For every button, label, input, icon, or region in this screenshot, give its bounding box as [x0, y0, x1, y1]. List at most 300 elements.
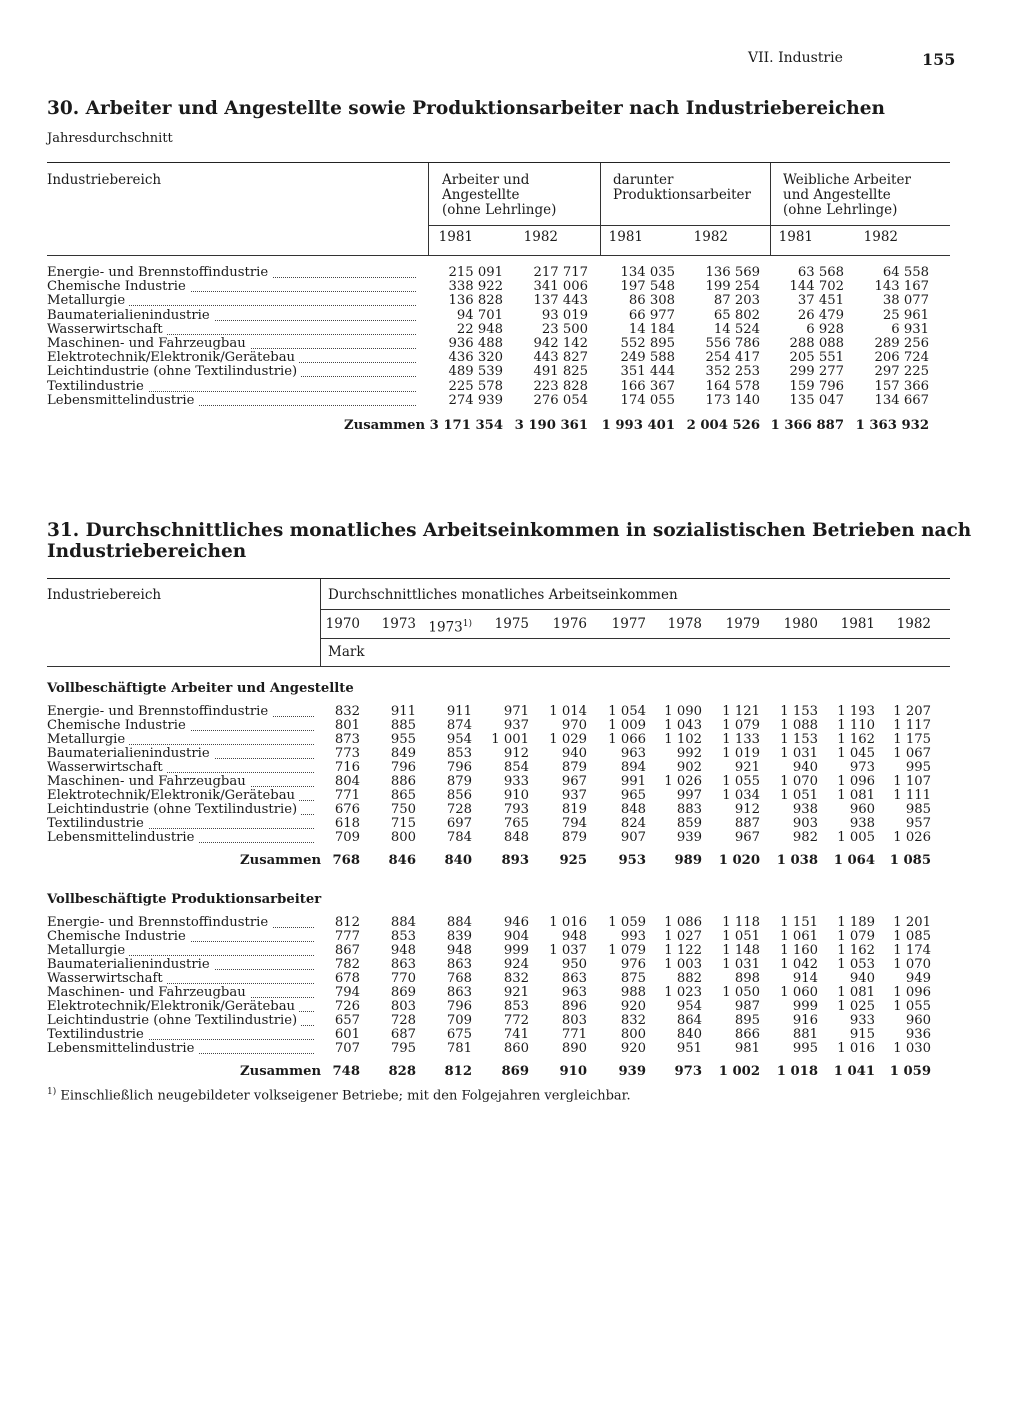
table31-cell: 939	[676, 830, 702, 845]
table31-cell: 940	[849, 971, 875, 986]
table31-cell: 1 042	[780, 957, 818, 972]
table31-footnote	[47, 1087, 631, 1103]
table31-cell: 920	[620, 999, 646, 1014]
table30-cell: 289 256	[874, 336, 929, 351]
table30-cell: 249 588	[620, 350, 675, 366]
table31-cell: 1 117	[893, 718, 931, 733]
table31-row-label: Baumaterialienindustrie	[47, 747, 214, 761]
table31-cell: 1 051	[780, 788, 818, 803]
table31-cell: 1 079	[837, 929, 875, 944]
table31-cell: 960	[849, 802, 875, 817]
table31-cell: 933	[849, 1013, 875, 1028]
table31-group-header: Durchschnittliches monatliches Arbeitseinkommen	[328, 587, 678, 603]
table31-cell: 1 016	[549, 915, 587, 930]
table31-cell: 1 027	[664, 929, 702, 944]
table31-cell: 860	[503, 1041, 529, 1056]
table31-cell: 728	[446, 802, 472, 817]
table30-cell: 86 308	[628, 293, 675, 309]
table31-year-text: 1979	[725, 616, 760, 632]
table31-total-cell: 1 018	[776, 1064, 818, 1079]
table31-cell: 995	[905, 760, 931, 775]
table31-cell: 950	[561, 957, 587, 972]
table31-year	[532, 617, 587, 632]
footnote-mark: 1)	[47, 1087, 57, 1097]
table31-cell: 1 030	[893, 1041, 931, 1056]
table31-cell: 910	[503, 788, 529, 803]
table31-unit: Mark	[328, 644, 365, 660]
table30-group-header-line: (ohne Lehrlinge)	[783, 202, 898, 218]
table31-cell: 912	[503, 746, 529, 761]
table31-cell: 921	[734, 760, 760, 775]
footnote-text: Einschließlich neugebildeter volkseigener Betriebe; mit den Folgejahren vergleichbar.	[60, 1088, 631, 1104]
table31-total-cell: 828	[388, 1064, 416, 1079]
table31-cell: 1 122	[664, 943, 702, 958]
table31-cell: 867	[334, 943, 360, 958]
table31-cell: 796	[446, 999, 472, 1014]
table31-cell: 973	[849, 760, 875, 775]
table31-cell: 873	[334, 732, 360, 747]
table31-cell: 1 070	[780, 774, 818, 789]
table31-cell: 840	[676, 1027, 702, 1042]
table31-cell: 937	[561, 788, 587, 803]
table31-total-cell: 846	[388, 853, 416, 868]
table31-cell: 1 079	[722, 718, 760, 733]
table31-cell: 1 031	[722, 957, 760, 972]
table31-row-label: Chemische Industrie	[47, 719, 190, 733]
table30-cell: 223 828	[533, 378, 588, 394]
table30-cell: 556 786	[705, 336, 760, 351]
table31-year-text: 1975	[494, 616, 529, 632]
table30-cell: 276 054	[533, 392, 588, 408]
table30-cell: 65 802	[713, 307, 760, 323]
table30-total-label: Zusammen	[344, 418, 426, 433]
table31-cell: 832	[334, 704, 360, 719]
table30-cell: 489 539	[448, 364, 503, 380]
table31-cell: 1 107	[893, 774, 931, 789]
table30-year: 1982	[863, 229, 898, 245]
table31-cell: 1 090	[664, 704, 702, 719]
table31-cell: 1 066	[608, 732, 646, 747]
table31-row-label: Textilindustrie	[47, 817, 148, 831]
table31-cell: 883	[676, 802, 702, 817]
table31-cell: 949	[905, 971, 931, 986]
table31-cell: 886	[390, 774, 416, 789]
table31-cell: 863	[446, 957, 472, 972]
table31-year-text: 1973	[381, 616, 416, 632]
table31-cell: 771	[561, 1027, 587, 1042]
table31-cell: 940	[792, 760, 818, 775]
table31-cell: 875	[620, 971, 646, 986]
table31-cell: 848	[503, 830, 529, 845]
table31-cell: 772	[503, 1013, 529, 1028]
table30-cell: 215 091	[448, 265, 503, 280]
table31-cell: 1 029	[549, 732, 587, 747]
table31-cell: 954	[446, 732, 472, 747]
table30-cell: 352 253	[705, 364, 760, 380]
table30-row-label: Baumaterialienindustrie	[47, 309, 214, 323]
table31-cell: 750	[390, 802, 416, 817]
table31-group-rule	[320, 609, 950, 610]
table30-cell: 436 320	[448, 350, 503, 366]
table31-year-rule	[320, 638, 950, 639]
table31-cell: 707	[334, 1041, 360, 1056]
table31-cell: 940	[561, 746, 587, 761]
table30-cell: 135 047	[789, 392, 844, 408]
table30-cell: 23 500	[541, 321, 588, 337]
table30-total-cell: 1 366 887	[770, 418, 844, 433]
table31-cell: 954	[676, 999, 702, 1014]
table31-cell: 916	[792, 1013, 818, 1028]
table31-cell: 1 118	[722, 915, 760, 930]
table31-total-cell: 840	[444, 853, 472, 868]
table31-cell: 1 023	[664, 985, 702, 1000]
table31-cell: 1 148	[722, 943, 760, 958]
table31-cell: 1 014	[549, 704, 587, 719]
table30-year: 1982	[523, 229, 558, 245]
table31-cell: 782	[334, 957, 360, 972]
table31-cell: 765	[503, 816, 529, 831]
table31-row-label: Wasserwirtschaft	[47, 761, 167, 775]
table31-cell: 882	[676, 971, 702, 986]
table30-cell: 166 367	[620, 378, 675, 394]
table30-cell: 93 019	[541, 307, 588, 323]
table31-cell: 1 085	[893, 929, 931, 944]
table31-cell: 907	[620, 830, 646, 845]
table31-cell: 839	[446, 929, 472, 944]
table31-cell: 865	[390, 788, 416, 803]
table31-cell: 1 088	[780, 718, 818, 733]
table31-total-label: Zusammen	[240, 1064, 322, 1079]
table31-cell: 726	[334, 999, 360, 1014]
table30-cell: 274 939	[448, 392, 503, 408]
table31-cell: 938	[792, 802, 818, 817]
table31-total-cell: 1 064	[833, 853, 875, 868]
table30-cell: 299 277	[789, 364, 844, 380]
table31-cell: 948	[446, 943, 472, 958]
table31-cell: 1 153	[780, 704, 818, 719]
table30-group-header-line: Produktionsarbeiter	[613, 187, 751, 203]
table30-cell: 225 578	[448, 378, 503, 394]
table31-year	[361, 617, 416, 632]
table30-cell: 552 895	[620, 336, 675, 351]
table31-cell: 1 055	[722, 774, 760, 789]
table31-year-text: 1976	[552, 616, 587, 632]
table31-cell: 1 175	[893, 732, 931, 747]
table31-cell: 601	[334, 1027, 360, 1042]
table31-cell: 921	[503, 985, 529, 1000]
table30-cell: 936 488	[448, 336, 503, 351]
table31-cell: 981	[734, 1041, 760, 1056]
table31-cell: 879	[446, 774, 472, 789]
table31-year-footnote-mark: 1)	[462, 619, 472, 629]
table31-row-label: Textilindustrie	[47, 1028, 148, 1042]
table30-cell: 288 088	[789, 336, 844, 351]
table30-header-bottom-rule	[47, 255, 950, 256]
table30-subtitle: Jahresdurchschnitt	[47, 131, 173, 146]
table31-cell: 1 081	[837, 985, 875, 1000]
table31-cell: 881	[792, 1027, 818, 1042]
table31-cell: 1 102	[664, 732, 702, 747]
table30-row-label: Lebensmittelindustrie	[47, 394, 198, 408]
table30-cell: 143 167	[874, 279, 929, 295]
table30-group-header-line: darunter	[613, 172, 674, 188]
table31-cell: 1 053	[837, 957, 875, 972]
table30-cell: 136 569	[705, 265, 760, 280]
table30-group-header-line: und Angestellte	[783, 187, 891, 203]
table30-year: 1981	[438, 229, 473, 245]
table31-cell: 1 096	[837, 774, 875, 789]
table31-cell: 728	[390, 1013, 416, 1028]
table31-cell: 1 081	[837, 788, 875, 803]
table31-cell: 991	[620, 774, 646, 789]
table30-row-label: Textilindustrie	[47, 380, 148, 394]
table31-cell: 955	[390, 732, 416, 747]
table31-year	[305, 617, 360, 632]
table30-cell: 134 667	[874, 392, 929, 408]
table31-cell: 1 070	[893, 957, 931, 972]
table31-row-label: Lebensmittelindustrie	[47, 1042, 198, 1056]
table30-cell: 443 827	[533, 350, 588, 366]
table31-cell: 999	[503, 943, 529, 958]
table31-cell: 1 067	[893, 746, 931, 761]
table31-cell: 709	[446, 1013, 472, 1028]
table31-total-cell: 925	[559, 853, 587, 868]
table31-cell: 794	[561, 816, 587, 831]
table31-cell: 920	[620, 1041, 646, 1056]
table31-total-cell: 768	[332, 853, 360, 868]
table31-cell: 967	[734, 830, 760, 845]
table31-cell: 832	[620, 1013, 646, 1028]
table31-cell: 879	[561, 760, 587, 775]
table31-cell: 866	[734, 1027, 760, 1042]
table31-cell: 784	[446, 830, 472, 845]
table31-cell: 803	[561, 1013, 587, 1028]
table30-top-rule	[47, 162, 950, 163]
table31-cell: 863	[561, 971, 587, 986]
table31-total-cell: 939	[618, 1064, 646, 1079]
table31-cell: 1 037	[549, 943, 587, 958]
table31-cell: 709	[334, 830, 360, 845]
table31-total-cell: 812	[444, 1064, 472, 1079]
table31-cell: 768	[446, 971, 472, 986]
table31-cell: 967	[561, 774, 587, 789]
table31-year	[763, 617, 818, 632]
table30-group-header-line: Angestellte	[442, 187, 520, 203]
table30-cell: 197 548	[620, 279, 675, 295]
table31-cell: 1 034	[722, 788, 760, 803]
table31-cell: 1 045	[837, 746, 875, 761]
table31-cell: 997	[676, 788, 702, 803]
table30-stub-header: Industriebereich	[47, 172, 162, 188]
table31-cell: 832	[503, 971, 529, 986]
table31-cell: 1 096	[893, 985, 931, 1000]
table30-cell: 164 578	[705, 378, 760, 394]
table30-cell: 136 828	[448, 293, 503, 309]
table31-cell: 885	[390, 718, 416, 733]
table31-cell: 1 043	[664, 718, 702, 733]
table30-cell: 159 796	[789, 378, 844, 394]
table31-row-label: Lebensmittelindustrie	[47, 831, 198, 845]
table30-total-cell: 3 190 361	[514, 418, 588, 433]
table31-total-cell: 973	[674, 1064, 702, 1079]
table31-row-label: Wasserwirtschaft	[47, 972, 167, 986]
chapter-header: VII. Industrie	[748, 50, 843, 66]
table31-year	[647, 617, 702, 632]
table31-cell: 1 009	[608, 718, 646, 733]
table30-cell: 338 922	[448, 279, 503, 295]
table31-cell: 884	[446, 915, 472, 930]
table31-row-label: Leichtindustrie (ohne Textilindustrie)	[47, 803, 301, 817]
table31-cell: 856	[446, 788, 472, 803]
table31-cell: 853	[390, 929, 416, 944]
table31-cell: 803	[390, 999, 416, 1014]
table31-cell: 863	[446, 985, 472, 1000]
table30-cell: 37 451	[797, 293, 844, 309]
table31-cell: 937	[503, 718, 529, 733]
table31-row-label: Maschinen- und Fahrzeugbau	[47, 775, 250, 789]
table31-cell: 895	[734, 1013, 760, 1028]
table31-cell: 869	[390, 985, 416, 1000]
table31-cell: 884	[390, 915, 416, 930]
table31-cell: 948	[390, 943, 416, 958]
table30-cell: 94 701	[456, 307, 503, 323]
table31-cell: 1 005	[837, 830, 875, 845]
table30-cell: 199 254	[705, 279, 760, 295]
table31-title-line2: Industriebereichen	[47, 541, 247, 562]
table30-cell: 351 444	[620, 364, 675, 380]
table31-row-label: Elektrotechnik/Elektronik/Gerätebau	[47, 1000, 299, 1014]
table30-cell: 66 977	[628, 307, 675, 323]
table31-cell: 971	[503, 704, 529, 719]
table31-total-cell: 953	[618, 853, 646, 868]
table31-year-text: 1977	[611, 616, 646, 632]
table31-cell: 715	[390, 816, 416, 831]
table31-total-cell: 1 020	[718, 853, 760, 868]
table31-cell: 915	[849, 1027, 875, 1042]
table31-cell: 1 110	[837, 718, 875, 733]
table30-cell: 206 724	[874, 350, 929, 366]
table31-cell: 879	[561, 830, 587, 845]
table30-cell: 6 928	[806, 321, 844, 337]
table31-cell: 963	[561, 985, 587, 1000]
table31-cell: 985	[905, 802, 931, 817]
table31-year-text: 1981	[840, 616, 875, 632]
table31-total-cell: 1 059	[889, 1064, 931, 1079]
table31-section-heading: Vollbeschäftigte Arbeiter und Angestellte	[47, 681, 354, 696]
table31-cell: 904	[503, 929, 529, 944]
table30-cell: 491 825	[533, 364, 588, 380]
table30-cell: 134 035	[620, 265, 675, 280]
table31-year-text: 1982	[896, 616, 931, 632]
table31-cell: 924	[503, 957, 529, 972]
table30-cell: 22 948	[456, 321, 503, 337]
table31-cell: 675	[446, 1027, 472, 1042]
table31-top-rule	[47, 578, 950, 579]
table31-cell: 800	[620, 1027, 646, 1042]
table31-cell: 796	[390, 760, 416, 775]
table31-year	[820, 617, 875, 632]
table31-row-label: Energie- und Brennstoffindustrie	[47, 916, 272, 930]
table30-year-rule	[428, 225, 950, 226]
table30-title: 30. Arbeiter und Angestellte sowie Produktionsarbeiter nach Industriebereichen	[47, 98, 885, 119]
table31-header-bottom-rule	[47, 666, 950, 667]
table31-cell: 795	[390, 1041, 416, 1056]
table31-cell: 687	[390, 1027, 416, 1042]
table30-total-cell: 1 993 401	[601, 418, 675, 433]
table31-cell: 781	[446, 1041, 472, 1056]
table30-cell: 137 443	[533, 293, 588, 309]
table31-cell: 911	[446, 704, 472, 719]
table31-cell: 1 162	[837, 943, 875, 958]
table31-cell: 1 003	[664, 957, 702, 972]
table31-cell: 859	[676, 816, 702, 831]
table31-total-cell: 1 002	[718, 1064, 760, 1079]
table30-total-cell: 3 171 354	[429, 418, 503, 433]
table30-cell: 38 077	[882, 293, 929, 309]
table31-cell: 1 060	[780, 985, 818, 1000]
table31-cell: 965	[620, 788, 646, 803]
table31-cell: 902	[676, 760, 702, 775]
table30-row-label: Wasserwirtschaft	[47, 323, 167, 337]
table31-cell: 999	[792, 999, 818, 1014]
table30-cell: 26 479	[797, 307, 844, 323]
table30-row-label: Leichtindustrie (ohne Textilindustrie)	[47, 365, 301, 379]
table30-cell: 942 142	[533, 336, 588, 351]
table31-total-cell: 748	[332, 1064, 360, 1079]
table31-cell: 887	[734, 816, 760, 831]
table31-year	[417, 617, 472, 636]
table31-cell: 896	[561, 999, 587, 1014]
table30-row-label: Metallurgie	[47, 294, 129, 308]
table31-cell: 804	[334, 774, 360, 789]
table31-row-label: Leichtindustrie (ohne Textilindustrie)	[47, 1014, 301, 1028]
table31-cell: 898	[734, 971, 760, 986]
table30-cell: 217 717	[533, 265, 588, 280]
table31-cell: 1 025	[837, 999, 875, 1014]
table30-cell: 6 931	[891, 321, 929, 337]
table31-cell: 1 162	[837, 732, 875, 747]
table31-row-label: Baumaterialienindustrie	[47, 958, 214, 972]
table31-cell: 982	[792, 830, 818, 845]
page-number: 155	[922, 50, 956, 69]
table31-row-label: Energie- und Brennstoffindustrie	[47, 705, 272, 719]
table30-row-label: Energie- und Brennstoffindustrie	[47, 266, 272, 280]
table31-cell: 1 193	[837, 704, 875, 719]
table30-year: 1981	[778, 229, 813, 245]
table30-group-header-line: Weibliche Arbeiter	[783, 172, 911, 188]
table31-cell: 951	[676, 1041, 702, 1056]
table31-cell: 697	[446, 816, 472, 831]
table31-cell: 1 174	[893, 943, 931, 958]
table31-total-cell: 1 041	[833, 1064, 875, 1079]
table30-group-header-line: Arbeiter und	[442, 172, 530, 188]
table31-section-heading: Vollbeschäftigte Produktionsarbeiter	[47, 892, 322, 907]
table31-total-cell: 869	[501, 1064, 529, 1079]
table31-cell: 853	[503, 999, 529, 1014]
table31-cell: 1 001	[491, 732, 529, 747]
table31-cell: 1 026	[893, 830, 931, 845]
table31-title-line1: 31. Durchschnittliches monatliches Arbeitseinkommen in sozialistischen Betrieben nach	[47, 520, 972, 541]
table31-cell: 933	[503, 774, 529, 789]
table30-cell: 87 203	[713, 293, 760, 309]
table31-cell: 1 059	[608, 915, 646, 930]
table30-cell: 174 055	[620, 392, 675, 408]
table31-row-label: Chemische Industrie	[47, 930, 190, 944]
table31-cell: 794	[334, 985, 360, 1000]
table31-cell: 987	[734, 999, 760, 1014]
table31-cell: 1 061	[780, 929, 818, 944]
table31-cell: 1 026	[664, 774, 702, 789]
